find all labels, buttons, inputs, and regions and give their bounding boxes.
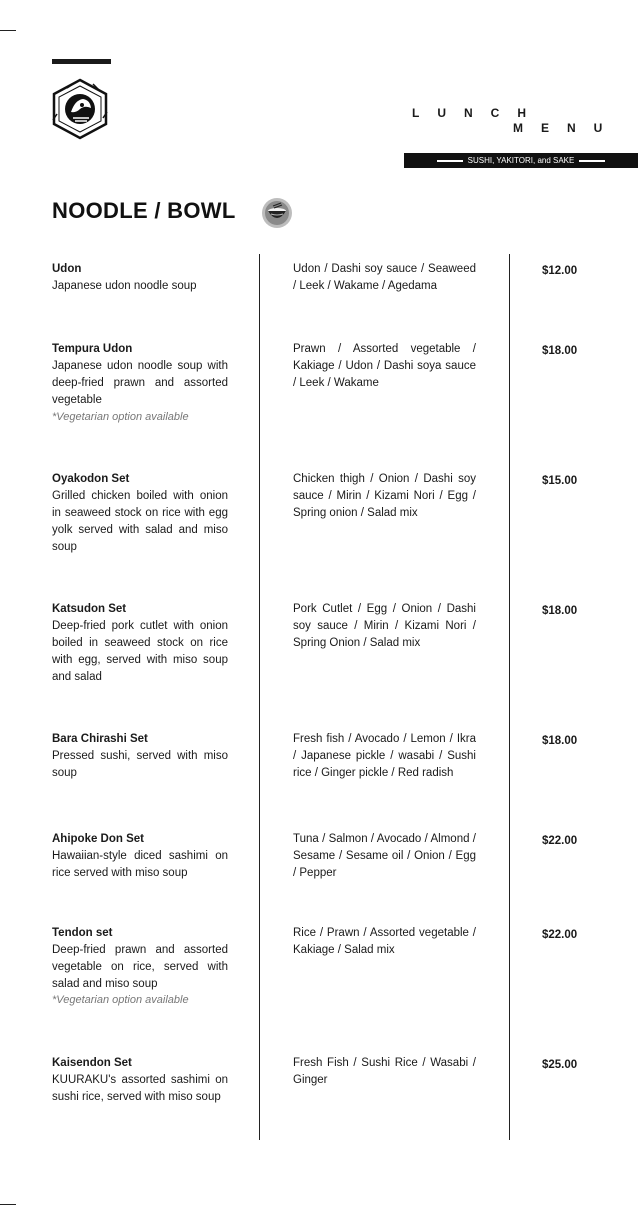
item-name: Kaisendon Set: [52, 1057, 132, 1069]
item-ingredients: Fresh fish / Avocado / Lemon / Ikra / Japanese pickle / wasabi / Sushi rice / Ginger pickle / Red radish: [293, 733, 476, 779]
item-price: $18.00: [542, 605, 578, 617]
item-ingredients: Prawn / Assorted vegetable / Kakiage / Udon / Dashi soya sauce / Leek / Wakame: [293, 343, 476, 389]
column-divider-left: [259, 254, 260, 1140]
item-price: $18.00: [542, 345, 578, 357]
item-ingredients: Chicken thigh / Onion / Dashi soy sauce / Mirin / Kizami Nori / Egg / Spring onion / Salad mix: [293, 473, 476, 519]
item-name: Katsudon Set: [52, 603, 127, 615]
crop-mark-bottom: [0, 1204, 16, 1205]
tagline-rule-left: [437, 160, 463, 162]
item-name: Oyakodon Set: [52, 473, 130, 485]
section-title: NOODLE / BOWL: [52, 198, 236, 223]
tagline-bar: [404, 153, 638, 168]
crop-mark-top: [0, 30, 16, 31]
item-ingredients: Rice / Prawn / Assorted vegetable / Kakiage / Salad mix: [293, 927, 476, 956]
item-description: Grilled chicken boiled with onion in seaweed stock on rice with egg yolk served with salad and miso soup: [52, 490, 228, 553]
tagline-rule-right: [579, 160, 605, 162]
item-note: *Vegetarian option available: [52, 994, 189, 1006]
item-name: Bara Chirashi Set: [52, 733, 148, 745]
item-price: $12.00: [542, 265, 578, 277]
item-ingredients: Udon / Dashi soy sauce / Seaweed / Leek / Wakame / Agedama: [293, 263, 476, 292]
top-accent-bar: [52, 59, 111, 64]
item-description: Hawaiian-style diced sashimi on rice served with miso soup: [52, 850, 228, 879]
title-menu: MENU: [513, 121, 621, 135]
item-name: Tendon set: [52, 927, 113, 939]
title-lunch: LUNCH: [412, 106, 544, 120]
item-description: Japanese udon noodle soup: [52, 280, 197, 292]
tagline-text: SUSHI, YAKITORI, and SAKE: [467, 156, 575, 165]
item-name: Udon: [52, 263, 82, 275]
item-description: KUURAKU's assorted sashimi on sushi rice, served with miso soup: [52, 1074, 228, 1103]
item-name: Tempura Udon: [52, 343, 133, 355]
item-description: Pressed sushi, served with miso soup: [52, 750, 228, 779]
item-price: $22.00: [542, 929, 578, 941]
item-description: Deep-fried prawn and assorted vegetable on rice, served with salad and miso soup: [52, 944, 228, 990]
column-divider-right: [509, 254, 510, 1140]
kuuraku-logo-icon: [49, 78, 111, 140]
noodle-bowl-icon: [261, 197, 293, 229]
item-name: Ahipoke Don Set: [52, 833, 145, 845]
item-price: $15.00: [542, 475, 578, 487]
item-description: Deep-fried pork cutlet with onion boiled in seaweed stock on rice with egg, served with miso soup and salad: [52, 620, 228, 683]
item-note: *Vegetarian option available: [52, 411, 189, 423]
item-ingredients: Tuna / Salmon / Avocado / Almond / Sesame / Sesame oil / Onion / Egg / Pepper: [293, 833, 476, 879]
item-ingredients: Fresh Fish / Sushi Rice / Wasabi / Ginger: [293, 1057, 476, 1086]
item-ingredients: Pork Cutlet / Egg / Onion / Dashi soy sauce / Mirin / Kizami Nori / Spring Onion / Salad mix: [293, 603, 476, 649]
item-price: $25.00: [542, 1059, 578, 1071]
item-price: $22.00: [542, 835, 578, 847]
item-price: $18.00: [542, 735, 578, 747]
item-description: Japanese udon noodle soup with deep-fried prawn and assorted vegetable: [52, 360, 228, 406]
